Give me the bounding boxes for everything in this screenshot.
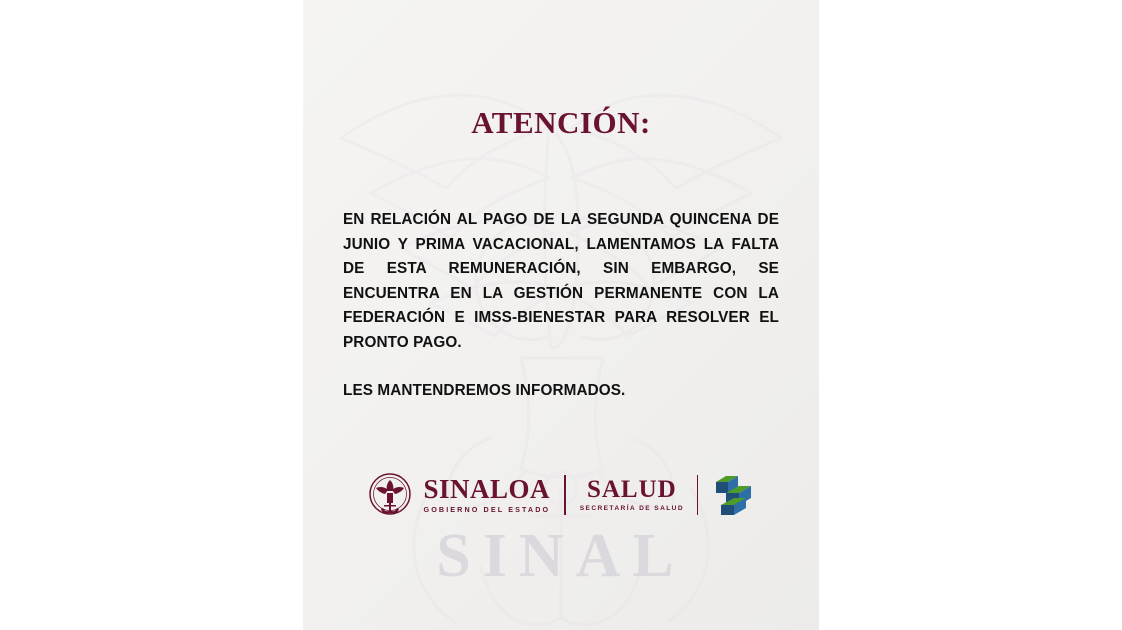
sinaloa-subtitle: GOBIERNO DEL ESTADO — [423, 505, 551, 515]
announcement-paragraph-1: EN RELACIÓN AL PAGO DE LA SEGUNDA QUINCENA DE JUNIO Y PRIMA VACACIONAL, LAMENTAMOS LA FALTA DE ESTA REMUNERACIÓN, SIN EMBARGO, SE ENCUENTRA EN LA GESTIÓN PERMANENTE CON LA FEDERACIÓN E IMSS-BIENESTAR PARA RESOLVER EL PRONTO PAGO. — [343, 211, 779, 351]
salud-subtitle: SECRETARÍA DE SALUD — [579, 505, 684, 513]
sinaloa-state-seal-icon — [365, 468, 415, 522]
sinaloa-word: SINALOA — [423, 474, 551, 505]
logo-divider-second — [697, 475, 699, 515]
sinaloa-wordmark — [424, 476, 551, 513]
announcement-paragraph-2: LES MANTENDREMOS INFORMADOS. — [343, 382, 626, 399]
page-title: ATENCIÓN: — [471, 105, 651, 140]
imss-bienestar-icon — [711, 473, 757, 517]
document-content — [303, 0, 819, 630]
watermark-text: SINAL — [436, 522, 686, 590]
document-page — [303, 0, 819, 630]
logo-divider — [564, 475, 566, 515]
salud-wordmark — [580, 477, 684, 513]
announcement-body — [343, 208, 779, 404]
logo-lockup — [303, 468, 819, 522]
salud-word: SALUD — [586, 476, 677, 504]
